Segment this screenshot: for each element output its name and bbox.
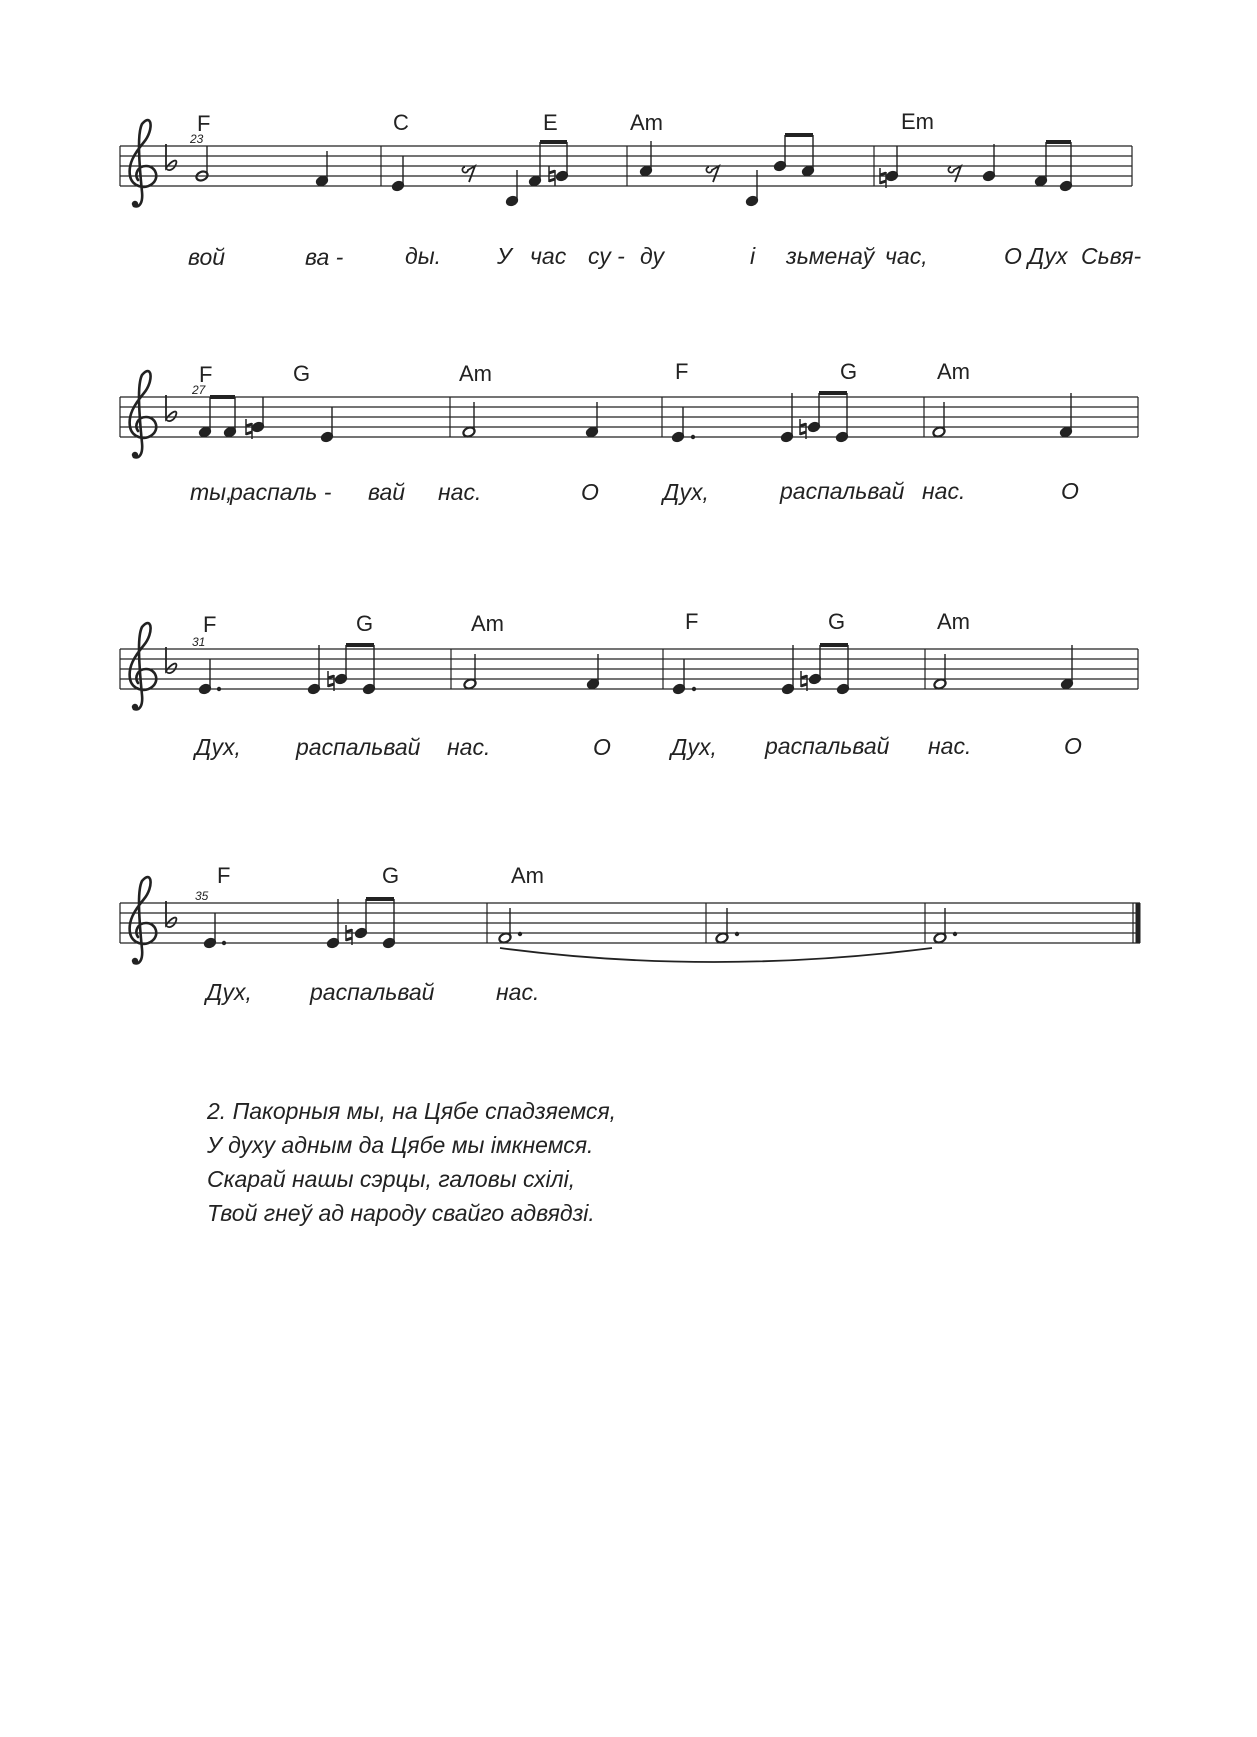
- staff-system-2: [120, 359, 1138, 505]
- measure-number: 23: [190, 132, 204, 146]
- notes: [198, 393, 1073, 443]
- chord-symbol: F: [203, 612, 217, 637]
- lyric-syllable: і: [750, 243, 756, 269]
- notes: [203, 899, 957, 962]
- chord-symbol: F: [217, 863, 231, 888]
- lyric-syllable: нас.: [922, 478, 966, 504]
- chord-symbol: G: [382, 863, 400, 888]
- lyric-syllable: Дух,: [195, 734, 241, 760]
- measure-number: 35: [195, 889, 209, 903]
- chord-symbol: Em: [901, 109, 934, 134]
- lyric-syllable: Сьвя-: [1081, 243, 1142, 269]
- chord-symbols: [199, 359, 970, 387]
- lyric-syllable: О: [1004, 243, 1022, 269]
- lyric-syllable: ва -: [305, 244, 344, 270]
- lyric-syllable: распальвай: [765, 733, 890, 759]
- staff-system-4: [120, 863, 1140, 1005]
- chord-symbol: G: [356, 611, 374, 636]
- lyric-syllable: ды.: [405, 243, 442, 269]
- lyric-syllable: распаль -: [230, 479, 332, 505]
- chord-symbol: F: [685, 609, 699, 634]
- chord-symbol: G: [828, 609, 846, 634]
- chord-symbols: [197, 109, 934, 136]
- verse-line: У духу адным да Цябе мы імкнемся.: [207, 1132, 594, 1158]
- lyric-syllable: распальвай: [780, 478, 905, 504]
- treble-clef-icon: [130, 120, 157, 207]
- chord-symbols: [217, 863, 544, 888]
- lyric-syllable: час,: [885, 243, 928, 269]
- verse-line: Твой гнеў ад народу свайго адвядзі.: [207, 1200, 595, 1226]
- chord-symbol: C: [393, 110, 409, 135]
- lyric-syllable: Дух,: [663, 479, 709, 505]
- lyric-syllable: зьменаў: [786, 243, 875, 269]
- chord-symbol: F: [199, 362, 213, 387]
- lyric-syllable: нас.: [496, 979, 540, 1005]
- verse-line: 2. Пакорныя мы, на Цябе спадзяемся,: [207, 1098, 617, 1124]
- chord-symbols: [203, 609, 970, 637]
- lyric-syllable: ты,: [190, 479, 233, 505]
- lyric-syllable: вай: [368, 479, 406, 505]
- chord-symbol: G: [840, 359, 858, 384]
- chord-symbol: Am: [937, 359, 970, 384]
- verse-line: Скарай нашы сэрцы, галовы схілі,: [207, 1166, 576, 1192]
- treble-clef-icon: [130, 877, 157, 964]
- lyric-syllable: нас.: [438, 479, 482, 505]
- lyric-syllable: ду: [640, 243, 664, 269]
- lyric-syllable: О: [1061, 478, 1079, 504]
- chord-symbol: Am: [459, 361, 492, 386]
- notes: [198, 645, 1074, 695]
- chord-symbol: F: [197, 111, 211, 136]
- staff-system-1: [120, 109, 1141, 270]
- lyric-syllable: су -: [588, 243, 625, 269]
- lyric-syllable: распальвай: [310, 979, 435, 1005]
- lyric-syllable: У: [497, 243, 512, 269]
- chord-symbol: Am: [937, 609, 970, 634]
- verse-text: [207, 1094, 616, 1230]
- chord-symbol: E: [543, 110, 558, 135]
- lyrics: [203, 979, 539, 1005]
- lyric-syllable: Дух,: [671, 734, 717, 760]
- lyric-syllable: нас.: [928, 733, 972, 759]
- lyrics: [190, 478, 1079, 505]
- treble-clef-icon: [130, 371, 157, 458]
- staff-system-3: [120, 609, 1138, 760]
- measure-number: 27: [192, 383, 206, 397]
- lyric-syllable: вой: [188, 244, 226, 270]
- lyric-syllable: О: [593, 734, 611, 760]
- treble-clef-icon: [130, 623, 157, 710]
- lyric-syllable: Дух: [1028, 243, 1068, 269]
- lyric-syllable: распальвай: [296, 734, 421, 760]
- chord-symbol: G: [293, 361, 311, 386]
- lyric-syllable: О: [581, 479, 599, 505]
- lyric-syllable: нас.: [447, 734, 491, 760]
- lyrics: [192, 733, 1082, 760]
- lyric-syllable: О: [1064, 733, 1082, 759]
- chord-symbol: Am: [471, 611, 504, 636]
- lyric-syllable: Дух,: [206, 979, 252, 1005]
- chord-symbol: F: [675, 359, 689, 384]
- measure-number: 31: [192, 635, 206, 649]
- lyric-syllable: час: [530, 243, 567, 269]
- chord-symbol: Am: [511, 863, 544, 888]
- chord-symbol: Am: [630, 110, 663, 135]
- lyrics: [188, 243, 1141, 270]
